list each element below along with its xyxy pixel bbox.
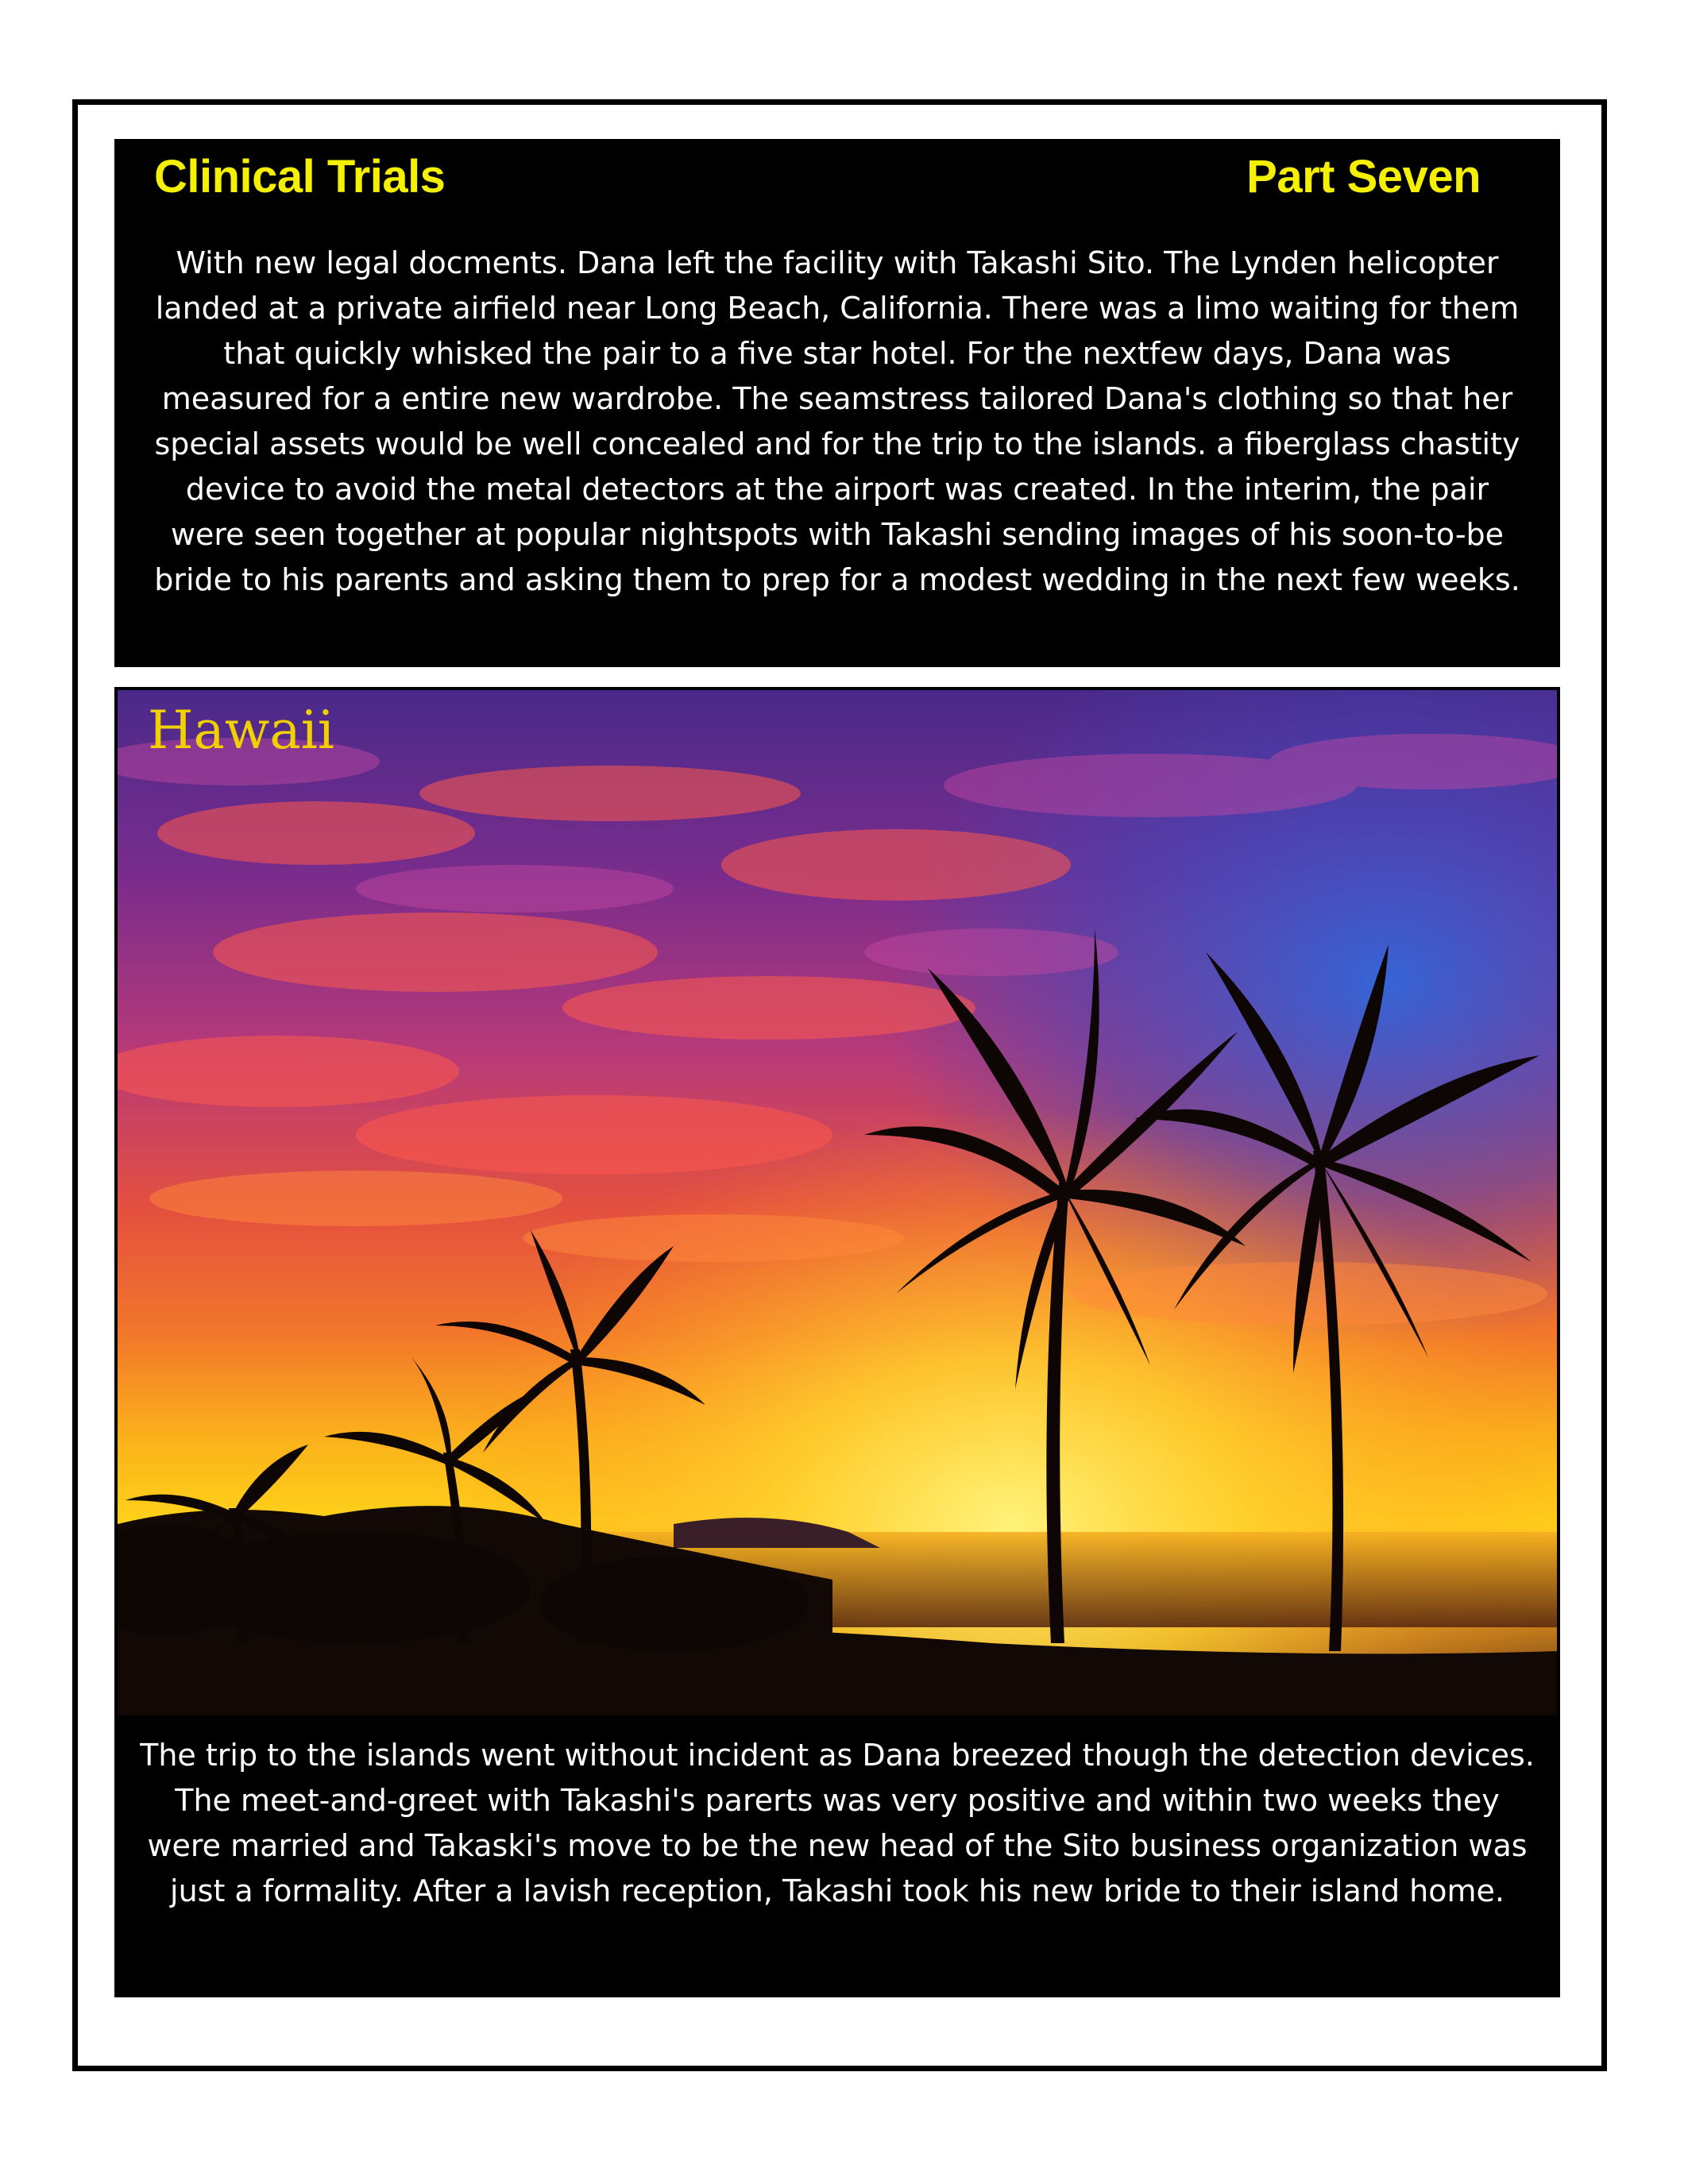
page-title: Clinical Trials [154,151,446,203]
intro-paragraph: With new legal docments. Dana left the facility with Takashi Sito. The Lynden helicopter landed at a private airfield near Long Beach, California. There was a limo waiting for them that quickly whisked the pair to a five star hotel. For the nextfew days, Dana was measured for a entire new wardrobe. The seamstress tailored Dana's clothing so that her special assets would be well concealed and for the trip to the islands. a fiberglass chastity device to avoid the metal detectors at the airport was created. In the interim, the pair were seen together at popular nightspots with Takashi sending images of his soon-to-be bride to his parents and asking them to prep for a modest wedding in the next few weeks. [154,245,1520,597]
header-panel [114,139,1560,667]
hawaii-photo [114,687,1560,1735]
sunset-palm-scene [118,690,1557,1732]
outro-paragraph: The trip to the islands went without incident as Dana breezed though the detection devices. The meet-and-greet with Takashi's parerts was very positive and within two weeks they were married and Takaski's move to be the new head of the Sito business organization was just a formality. After a lavish reception, Takashi took his new bride to their island home. [140,1738,1535,1908]
location-label: Hawaii [148,700,334,761]
part-label: Part Seven [1246,151,1481,203]
outro-panel [114,1715,1560,1997]
